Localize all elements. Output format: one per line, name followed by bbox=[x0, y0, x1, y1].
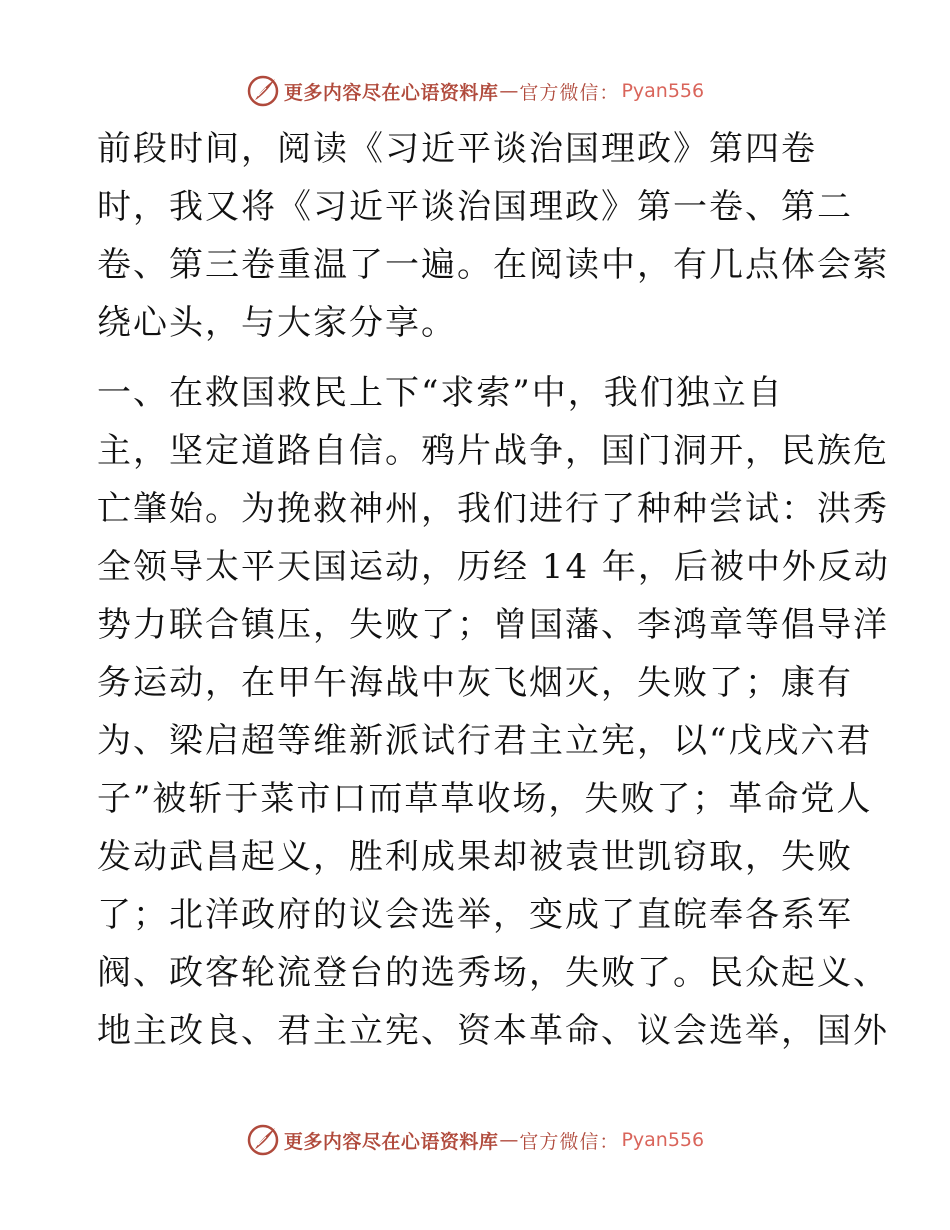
body-line: 卷、第三卷重温了一遍。在阅读中，有几点体会萦 bbox=[97, 245, 889, 285]
body-line: 为、梁启超等维新派试行君主立宪，以“戊戌六君 bbox=[97, 721, 873, 761]
header-promo-text: 更多内容尽在心语资料库 bbox=[283, 81, 499, 104]
footer-watermark-banner bbox=[0, 1120, 950, 1160]
header-watermark-banner bbox=[0, 71, 950, 111]
body-line: 发动武昌起义，胜利成果却被袁世凯窃取，失败 bbox=[97, 837, 853, 877]
feather-pen-logo-icon bbox=[246, 1123, 280, 1157]
header-dash: — bbox=[499, 80, 519, 102]
paragraph-section-one bbox=[97, 364, 890, 1060]
body-line: 全领导太平天国运动，历经 14 年，后被中外反动 bbox=[97, 547, 890, 587]
header-wechat-id: Pyan556 bbox=[621, 80, 705, 102]
body-line: 绕心头，与大家分享。 bbox=[97, 303, 457, 343]
body-line: 时，我又将《习近平谈治国理政》第一卷、第二 bbox=[97, 187, 853, 227]
footer-promo-text: 更多内容尽在心语资料库 bbox=[283, 1130, 499, 1153]
paragraph-intro bbox=[97, 120, 889, 352]
footer-wechat-id: Pyan556 bbox=[621, 1129, 705, 1151]
body-line: 一、在救国救民上下“求索”中，我们独立自 bbox=[97, 373, 784, 413]
body-line: 前段时间，阅读《习近平谈治国理政》第四卷 bbox=[97, 129, 817, 169]
feather-pen-logo-icon bbox=[246, 74, 280, 108]
body-line: 势力联合镇压，失败了；曾国藩、李鸿章等倡导洋 bbox=[97, 605, 889, 645]
header-wechat-label: 官方微信： bbox=[519, 81, 620, 104]
footer-wechat-label: 官方微信： bbox=[519, 1130, 620, 1153]
document-body bbox=[97, 120, 890, 1060]
body-line: 阀、政客轮流登台的选秀场，失败了。民众起义、 bbox=[97, 953, 889, 993]
body-line: 了；北洋政府的议会选举，变成了直皖奉各系军 bbox=[97, 895, 853, 935]
body-line: 子”被斩于菜市口而草草收场，失败了；革命党人 bbox=[97, 779, 873, 819]
body-line: 地主改良、君主立宪、资本革命、议会选举，国外 bbox=[97, 1011, 889, 1051]
body-line: 亡肇始。为挽救神州，我们进行了种种尝试：洪秀 bbox=[97, 489, 889, 529]
body-line: 主，坚定道路自信。鸦片战争，国门洞开，民族危 bbox=[97, 431, 889, 471]
footer-dash: — bbox=[499, 1129, 519, 1151]
body-line: 务运动，在甲午海战中灰飞烟灭，失败了；康有 bbox=[97, 663, 853, 703]
